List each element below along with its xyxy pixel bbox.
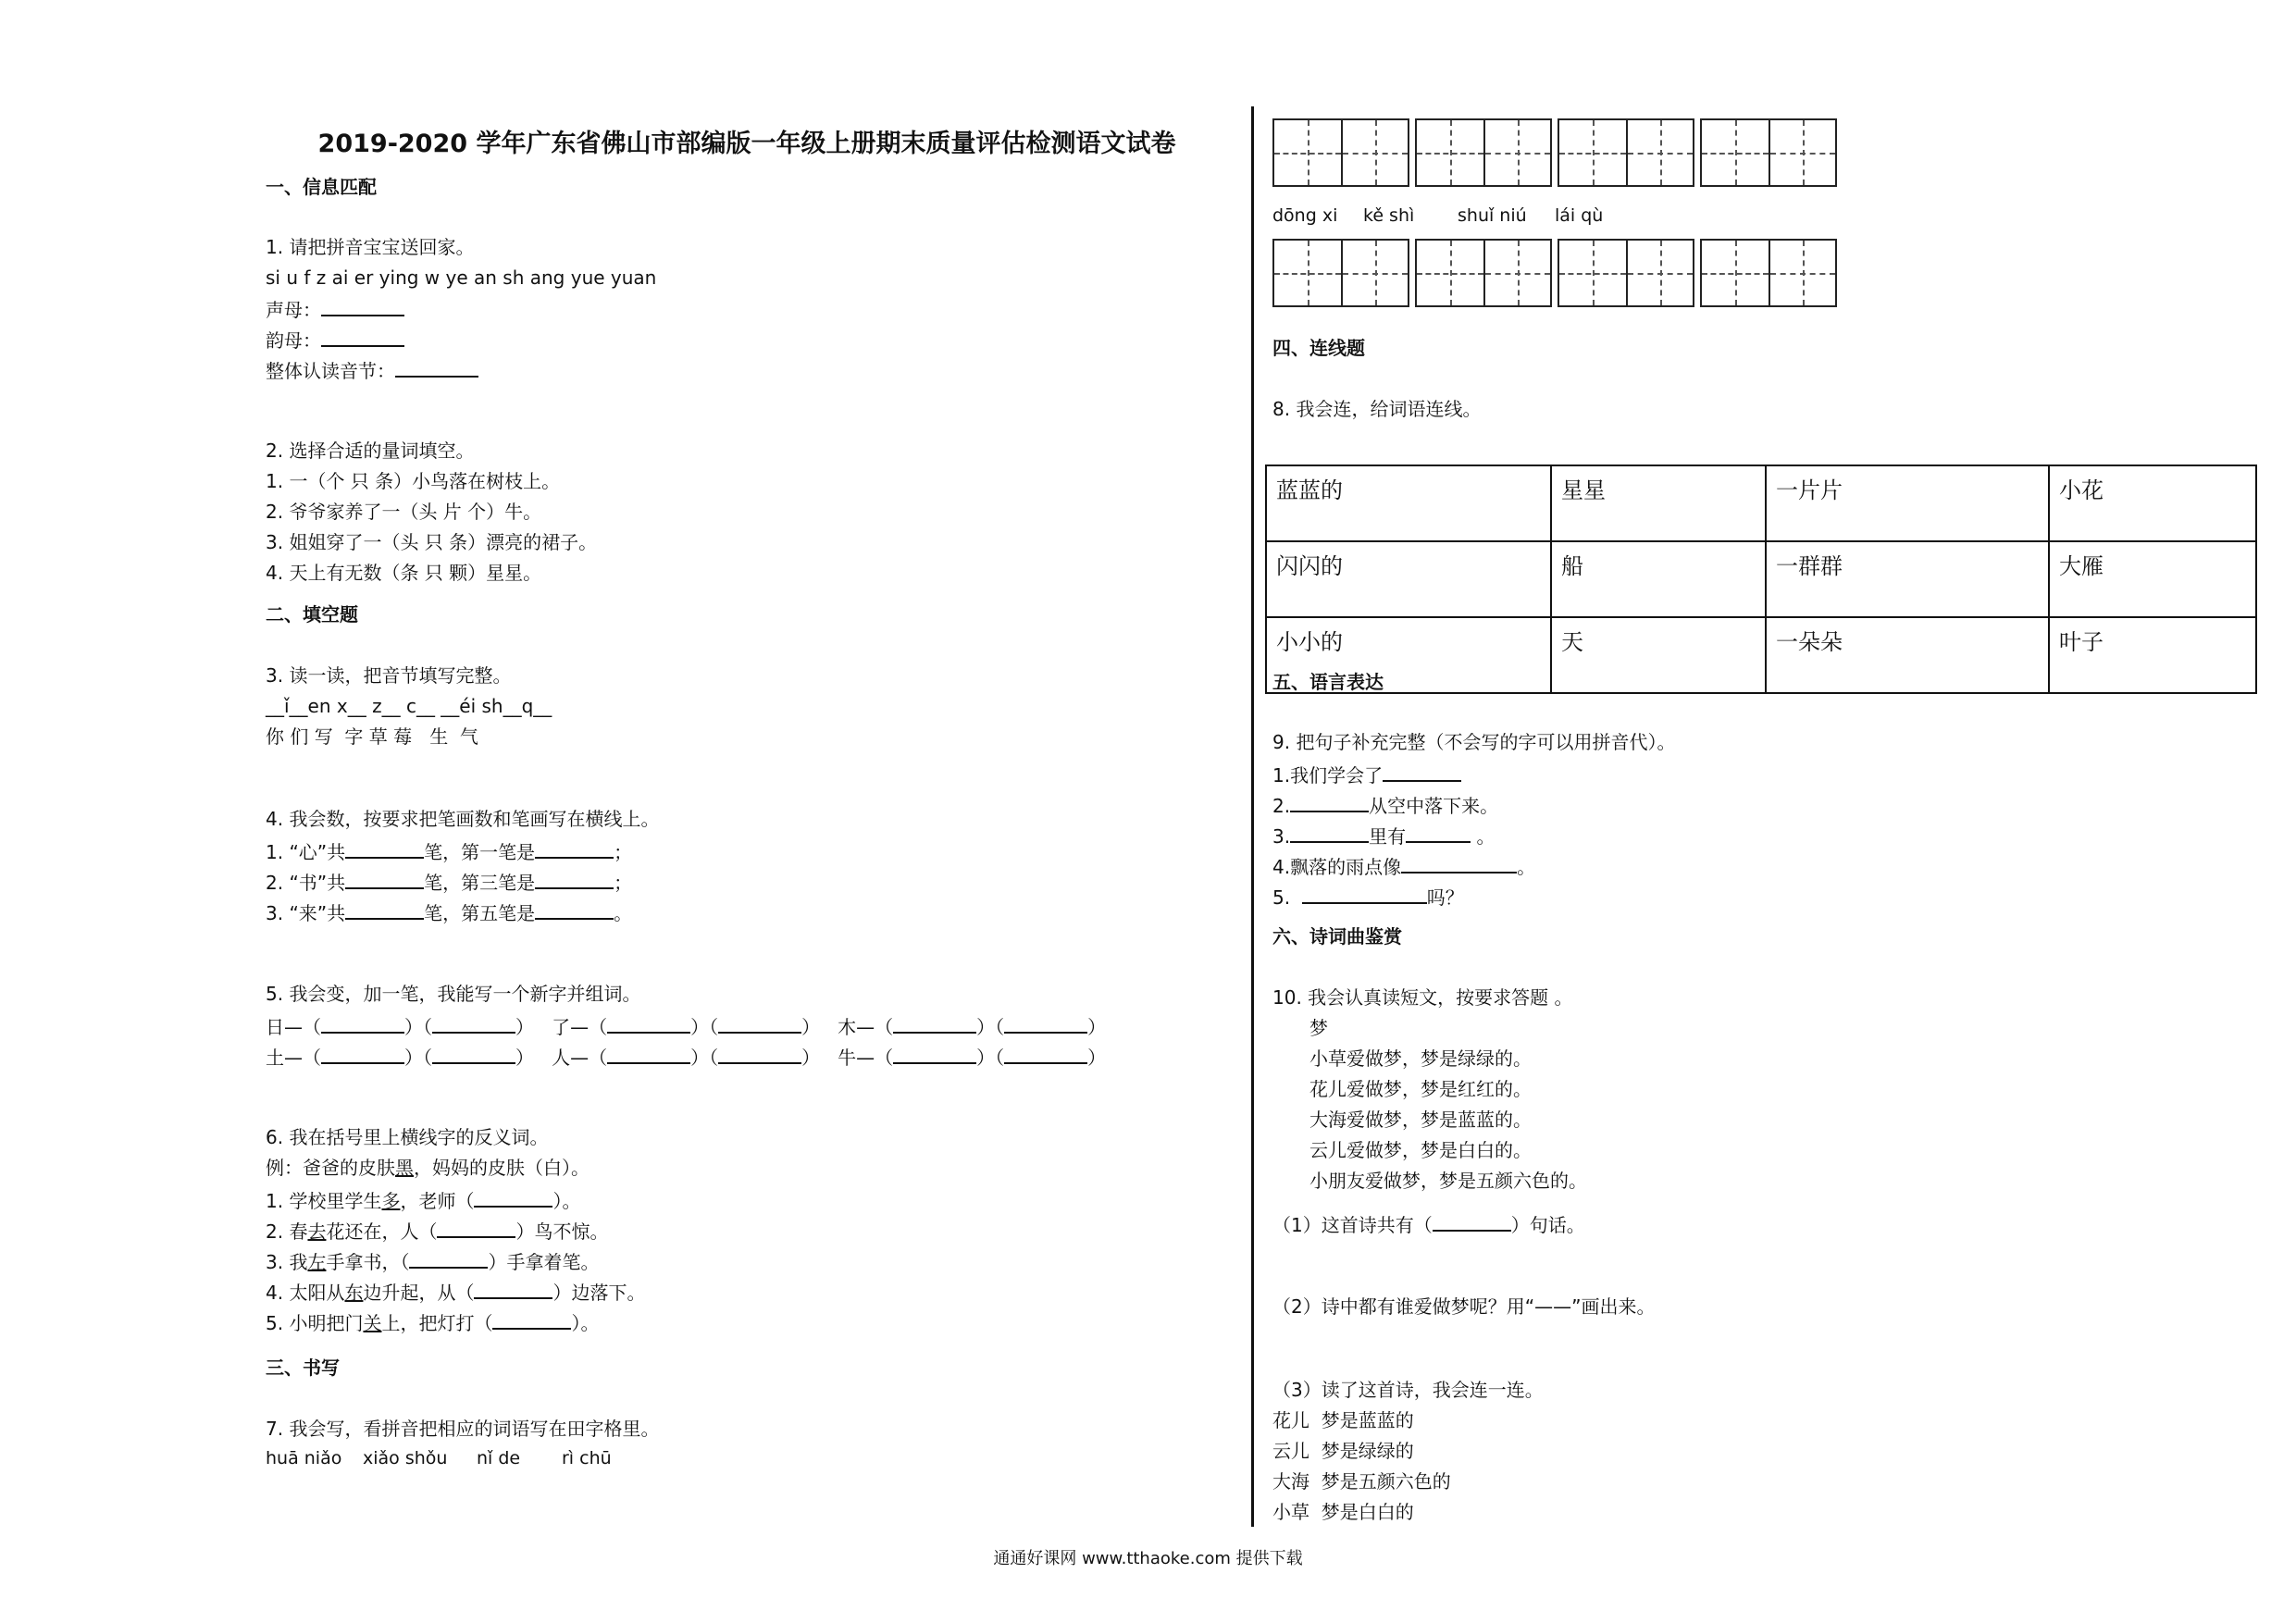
tianzige-cell[interactable] [1483,241,1550,305]
poem-line: 小草爱做梦，梦是绿绿的。 [1309,1047,1532,1070]
q9-prompt: 9. 把句子补充完整（不会写的字可以用拼音代）。 [1272,731,1676,753]
section-4-title: 四、连线题 [1272,337,1365,359]
poem-line: 小朋友爱做梦，梦是五颜六色的。 [1309,1170,1587,1192]
q10-1-blank[interactable] [1433,1211,1511,1232]
tianzige-cell[interactable] [1341,241,1408,305]
q2-item-1: 1. 一（个 只 条）小鸟落在树枝上。 [266,470,561,492]
q6-4-b: 边升起，从（ [363,1282,475,1304]
q6-1-blank[interactable] [474,1187,552,1208]
tianzige-cell[interactable] [1417,241,1483,305]
q5-blank[interactable] [718,1013,801,1034]
q5-blank[interactable] [321,1013,404,1034]
q4-item-3 [266,899,632,924]
q9-1-blank[interactable] [1383,762,1461,782]
table-cell[interactable]: 天 [1551,617,1766,693]
tianzige-cell[interactable] [1769,241,1835,305]
q6-5-b: 上，把灯打（ [381,1312,493,1334]
q6-item-5 [266,1309,599,1334]
table-cell[interactable]: 蓝蓝的 [1266,465,1551,541]
poem-title: 梦 [1309,1017,1328,1039]
q9-item-5: 5. 吗？ [1272,884,1464,909]
q3-pinyin: __ǐ__en x__ z__ c__ __éi sh__q__ [266,695,552,717]
q7-pinyin-8: lái qù [1555,205,1604,226]
q6-1-underlined: 多 [381,1190,401,1212]
table-cell[interactable]: 一片片 [1766,465,2049,541]
q6-2-b: 花还在，人（ [326,1220,438,1243]
table-cell[interactable]: 一群群 [1766,541,2049,617]
q1-yunmu-label: 韵母： [266,329,321,352]
q6-2-a: 2. 春 [266,1220,308,1243]
q6-1-b: ，老师（ [400,1190,475,1212]
q6-4-a: 4. 太阳从 [266,1282,345,1304]
tianzige-pair[interactable] [1700,239,1837,307]
q1-shengmu [266,296,404,321]
q9-1-a: 1.我们学会了 [1272,764,1384,787]
q6-5-underlined: 关 [363,1312,382,1334]
q4-2-b: 笔，第三笔是 [424,872,536,894]
tianzige-cell[interactable] [1274,120,1341,185]
q5-r1-c1: 日— [266,1016,303,1038]
poem-line: 花儿爱做梦，梦是红红的。 [1309,1078,1532,1100]
writing-grid-row-1 [1272,118,1837,187]
q7-pinyin-6: kě shì [1363,205,1415,226]
q6-ex-a: 例：爸爸的皮肤 [266,1157,395,1179]
q3-prompt: 3. 读一读，把音节填写完整。 [266,664,512,687]
q5-r2-c1: 土— [266,1047,303,1069]
q5-row-2: 土—（ ）（ ） 人—（ ）（ ） 牛—（ ）（ ） [266,1044,1106,1069]
q10-3: （3）读了这首诗，我会连一连。 [1272,1379,1544,1401]
q4-1-c: ； [614,841,633,863]
tianzige-cell[interactable] [1341,120,1408,185]
q6-4-c: ）边落下。 [552,1282,646,1304]
q1-shengmu-blank[interactable] [321,296,404,316]
q7-pinyin-2: xiǎo shǒu [363,1448,448,1468]
q6-4-underlined: 东 [344,1282,364,1304]
q4-1-blank-count[interactable] [345,838,424,859]
q5-blank[interactable] [607,1013,690,1034]
q6-3-blank[interactable] [409,1248,488,1269]
section-2-title: 二、填空题 [266,603,358,626]
q4-item-2 [266,869,632,894]
table-cell[interactable]: 小花 [2049,465,2256,541]
tianzige-pair[interactable] [1272,118,1409,187]
q5-blank[interactable] [1004,1044,1087,1064]
q9-3-blank-b[interactable] [1406,823,1471,843]
q6-item-4 [266,1279,645,1304]
tianzige-cell[interactable] [1559,241,1626,305]
tianzige-cell[interactable] [1274,241,1341,305]
q2-item-3: 3. 姐姐穿了一（头 只 条）漂亮的裙子。 [266,531,598,553]
q4-2-c: ； [614,872,633,894]
writing-grid-row-2 [1272,239,1837,307]
table-cell[interactable]: 叶子 [2049,617,2256,693]
matching-table [1265,465,2257,694]
poem-line: 云儿爱做梦，梦是白白的。 [1309,1139,1532,1161]
tianzige-cell[interactable] [1702,120,1769,185]
q9-item-4 [1272,853,1535,878]
q1-yunmu [266,327,404,352]
q9-item-2: 2. 从空中落下来。 [1272,792,1498,817]
page-title: 2019-2020 学年广东省佛山市部编版一年级上册期末质量评估检测语文试卷 [317,130,1176,158]
tianzige-cell[interactable] [1626,241,1693,305]
q1-zhengti-label: 整体认读音节： [266,360,395,382]
q9-3-b: 里有 [1369,825,1407,848]
q6-5-c: ）。 [571,1312,600,1334]
q8-prompt: 8. 我会连，给词语连线。 [1272,398,1482,420]
q9-5-b: 吗？ [1426,886,1464,909]
q1-prompt: 1. 请把拼音宝宝送回家。 [266,236,475,258]
q6-3-c: ）手拿着笔。 [488,1251,600,1273]
q9-4-a: 4.飘落的雨点像 [1272,856,1402,878]
q4-3-c: 。 [614,902,633,924]
q6-3-a: 3. 我 [266,1251,308,1273]
q6-item-3 [266,1248,599,1273]
q9-4-blank[interactable] [1401,853,1517,873]
q4-2-blank-count[interactable] [345,869,424,889]
table-cell[interactable]: 闪闪的 [1266,541,1551,617]
poem-line: 大海爱做梦，梦是蓝蓝的。 [1309,1109,1532,1131]
table-cell[interactable]: 一朵朵 [1766,617,2049,693]
q5-r2-c3: 牛— [838,1047,875,1069]
q6-item-2 [266,1218,608,1243]
table-cell[interactable]: 船 [1551,541,1766,617]
q1-shengmu-label: 声母： [266,299,321,321]
q6-3-underlined: 左 [307,1251,327,1273]
q4-1-blank-stroke[interactable] [535,838,614,859]
q5-r1-c3: 木— [838,1016,875,1038]
q5-blank[interactable] [1004,1013,1087,1034]
tianzige-cell[interactable] [1559,120,1626,185]
q9-2-b: 从空中落下来。 [1369,795,1499,817]
tianzige-cell[interactable] [1769,120,1835,185]
tianzige-pair[interactable] [1700,118,1837,187]
q6-item-1 [266,1187,580,1212]
q7-pinyin-5: dōng xi [1272,205,1338,226]
q5-blank[interactable] [607,1044,690,1064]
q4-prompt: 4. 我会数，按要求把笔画数和笔画写在横线上。 [266,808,660,830]
q10-2: （2）诗中都有谁爱做梦呢？用“——”画出来。 [1272,1295,1656,1318]
tianzige-cell[interactable] [1483,120,1550,185]
q9-3-c: 。 [1476,825,1496,848]
q5-blank[interactable] [432,1013,515,1034]
q7-pinyin-4: rì chū [562,1448,612,1468]
q4-1-b: 笔，第一笔是 [424,841,536,863]
q5-r1-c2: 了— [552,1016,590,1038]
q6-example [266,1157,590,1179]
q4-2-blank-stroke[interactable] [535,869,614,889]
q5-blank[interactable] [432,1044,515,1064]
q10-1 [1272,1211,1585,1236]
q5-blank[interactable] [718,1044,801,1064]
q6-ex-underlined: 黑 [395,1157,414,1179]
q6-2-blank[interactable] [437,1218,515,1238]
q4-3-a: 3. “来”共 [266,902,346,924]
q5-row-1: 日—（ ）（ ） 了—（ ）（ ） 木—（ ）（ ） [266,1013,1106,1038]
q6-3-b: 手拿书，（ [326,1251,410,1273]
q4-2-a: 2. “书”共 [266,872,346,894]
q6-ex-b: ，妈妈的皮肤（白）。 [414,1157,590,1179]
q9-3-blank-a[interactable] [1290,823,1369,843]
table-row [1266,617,2256,693]
q5-blank[interactable] [321,1044,404,1064]
q2-item-2: 2. 爷爷家养了一（头 片 个）牛。 [266,501,542,523]
q4-3-blank-stroke[interactable] [535,899,614,920]
q10-1-a: （1）这首诗共有（ [1272,1214,1433,1236]
tianzige-cell[interactable] [1702,241,1769,305]
q6-5-a: 5. 小明把门 [266,1312,364,1334]
q6-1-c: ）。 [552,1190,581,1212]
q6-2-underlined: 去 [307,1220,327,1243]
tianzige-pair[interactable] [1558,239,1694,307]
q1-letters: si u f z ai er ying w ye an sh ang yue yuan [266,266,657,289]
table-row [1266,465,2256,541]
q4-1-a: 1. “心”共 [266,841,346,863]
q2-prompt: 2. 选择合适的量词填空。 [266,440,475,462]
q5-r2-c2: 人— [552,1047,590,1069]
q9-item-3: 3. 里有 。 [1272,823,1495,848]
tianzige-cell[interactable] [1626,120,1693,185]
tianzige-pair[interactable] [1415,118,1552,187]
q4-3-b: 笔，第五笔是 [424,902,536,924]
q5-blank[interactable] [893,1044,976,1064]
q7-pinyin-7: shuǐ niú [1458,205,1527,226]
q6-5-blank[interactable] [492,1309,571,1330]
q2-item-4: 4. 天上有无数（条 只 颗）星星。 [266,562,542,584]
q9-5-blank[interactable] [1302,884,1427,904]
tianzige-cell[interactable] [1417,120,1483,185]
tianzige-pair[interactable] [1415,239,1552,307]
q6-1-a: 1. 学校里学生 [266,1190,382,1212]
q9-item-1 [1272,762,1461,787]
section-5-title: 五、语言表达 [1272,671,1384,693]
section-6-title: 六、诗词曲鉴赏 [1272,925,1402,948]
footer-credit: 通通好课网 www.tthaoke.com 提供下载 [993,1549,1303,1568]
table-row [1266,541,2256,617]
q4-item-1 [266,838,632,863]
q5-blank[interactable] [893,1013,976,1034]
q3-chars: 你 们 写 字 草 莓 生 气 [266,725,478,748]
section-1-title: 一、信息匹配 [266,176,377,198]
q9-4-c: 。 [1517,856,1536,878]
q10-prompt: 10. 我会认真读短文，按要求答题 。 [1272,986,1573,1009]
q10-1-b: ）句话。 [1510,1214,1585,1236]
q7-pinyin-1: huā niǎo [266,1448,342,1468]
q1-zhengti-blank[interactable] [395,357,478,378]
q6-4-blank[interactable] [474,1279,552,1299]
tianzige-pair[interactable] [1272,239,1409,307]
q7-pinyin-3: nǐ de [477,1448,521,1468]
section-3-title: 三、书写 [266,1357,340,1379]
table-cell[interactable]: 星星 [1551,465,1766,541]
q5-prompt: 5. 我会变，加一笔，我能写一个新字并组词。 [266,983,641,1005]
q4-3-blank-count[interactable] [345,899,424,920]
q9-2-blank[interactable] [1290,792,1369,812]
q10-3-item: 小草 梦是白白的 [1272,1501,1414,1523]
q10-3-item: 云儿 梦是绿绿的 [1272,1440,1414,1462]
q6-prompt: 6. 我在括号里上横线字的反义词。 [266,1126,549,1148]
q10-3-item: 花儿 梦是蓝蓝的 [1272,1409,1414,1431]
table-cell[interactable]: 小小的 [1266,617,1551,693]
tianzige-pair[interactable] [1558,118,1694,187]
q6-2-c: ）鸟不惊。 [515,1220,609,1243]
q10-3-item: 大海 梦是五颜六色的 [1272,1470,1451,1493]
q7-prompt: 7. 我会写，看拼音把相应的词语写在田字格里。 [266,1418,660,1440]
q1-yunmu-blank[interactable] [321,327,404,347]
table-cell[interactable]: 大雁 [2049,541,2256,617]
q1-zhengti [266,357,478,382]
column-divider [1251,106,1254,1527]
